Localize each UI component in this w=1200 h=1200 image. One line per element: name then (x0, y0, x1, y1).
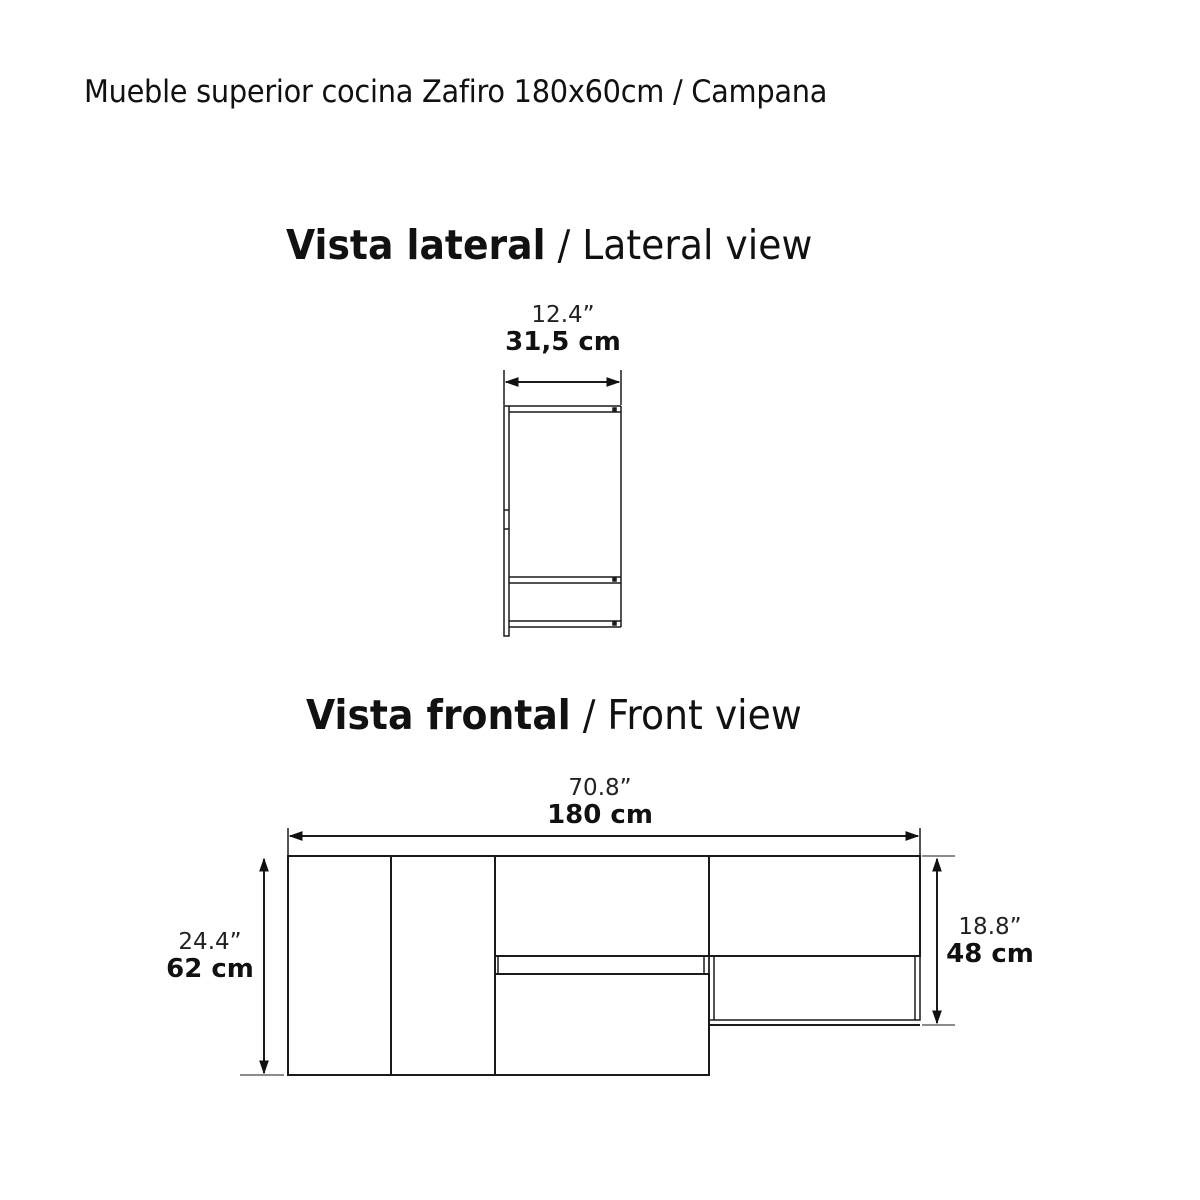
lateral-width-cm: 31,5 cm (505, 327, 621, 357)
front-hood-opening (709, 956, 920, 1020)
front-door-2 (391, 856, 495, 1075)
lateral-view-heading (286, 221, 812, 269)
front-view-heading-en: Front view (607, 691, 802, 739)
front-right-height-cm: 48 cm (946, 939, 1034, 969)
lateral-back-panel (504, 406, 509, 636)
front-left-height-inches: 24.4” (178, 929, 242, 955)
front-width-cm: 180 cm (547, 800, 653, 830)
front-right-height-inches: 18.8” (958, 914, 1022, 940)
lateral-view-heading-en: Lateral view (582, 221, 813, 269)
front-view-heading-es: Vista frontal (306, 691, 571, 739)
front-cabinet-3-gap (495, 956, 709, 974)
front-left-height-cm: 62 cm (166, 954, 254, 984)
front-door-4-upper (709, 856, 920, 956)
page-title: Mueble superior cocina Zafiro 180x60cm / Campana (84, 74, 828, 110)
front-width-inches: 70.8” (568, 775, 632, 801)
front-door-3-upper (495, 856, 709, 956)
heading-separator: / (570, 691, 608, 739)
lateral-view-heading-es: Vista lateral (286, 221, 546, 269)
front-view-drawing (240, 828, 955, 1075)
front-door-1 (288, 856, 391, 1075)
front-view-heading (306, 691, 802, 739)
lateral-width-inches: 12.4” (531, 302, 595, 328)
front-right-height-dimension (930, 916, 1050, 967)
front-door-3-lower (495, 974, 709, 1075)
front-left-height-dimension (150, 931, 270, 982)
lateral-view-drawing (504, 370, 621, 636)
lateral-width-dimension (483, 304, 643, 355)
heading-separator: / (545, 221, 583, 269)
front-width-dimension (520, 777, 680, 828)
